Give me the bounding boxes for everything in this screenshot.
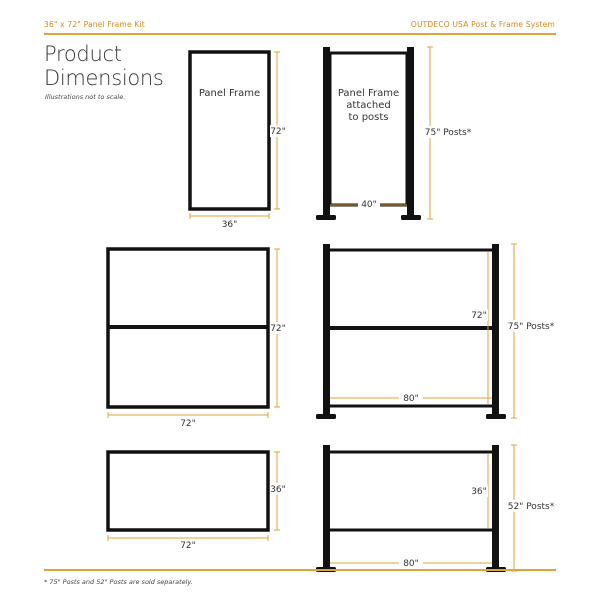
dimension-72-horizontal-3 bbox=[108, 535, 268, 551]
panel-frame-72x36 bbox=[190, 52, 269, 209]
dim-72-label: 72" bbox=[270, 127, 286, 137]
attached-label-line-3: to posts bbox=[348, 112, 389, 123]
dim-36-label: 36" bbox=[270, 485, 286, 495]
dimension-72-vertical-1 bbox=[270, 52, 287, 209]
dimension-36-horizontal-1 bbox=[190, 213, 269, 230]
panel-on-posts-75 bbox=[316, 47, 421, 220]
attached-label-line-1: Panel Frame bbox=[337, 88, 400, 99]
dimension-80-horizontal-1 bbox=[330, 392, 492, 404]
dim-72-label: 72" bbox=[471, 311, 487, 321]
dimension-75-posts-1 bbox=[424, 47, 478, 219]
dim-72-label: 72" bbox=[270, 324, 286, 334]
header-system-name: OUTDECO USA Post & Frame System bbox=[410, 20, 555, 29]
dim-72-label: 72" bbox=[180, 419, 196, 429]
panel-frame-36x72 bbox=[108, 452, 268, 530]
panel-frame-label: Panel Frame bbox=[198, 88, 261, 99]
dim-40-label: 40" bbox=[361, 200, 377, 210]
dim-80-label: 80" bbox=[403, 394, 419, 404]
panel-on-posts-52 bbox=[316, 445, 506, 572]
double-panel-frame-72x72 bbox=[108, 249, 268, 407]
dim-36-label: 36" bbox=[221, 220, 238, 230]
attached-label-line-2: attached bbox=[346, 100, 391, 111]
dimension-72-horizontal-2 bbox=[108, 412, 268, 429]
page-title-line-2: Dimensions bbox=[44, 66, 164, 90]
dimension-72-vertical-2 bbox=[270, 249, 287, 407]
dim-80-label: 80" bbox=[403, 559, 419, 569]
dimension-75-posts-2 bbox=[507, 244, 557, 418]
dimension-80-horizontal-2 bbox=[330, 557, 492, 569]
posts-52-label: 52" Posts* bbox=[507, 502, 555, 512]
header-kit-title: 36" x 72" Panel Frame Kit bbox=[44, 20, 145, 29]
dimension-36-vertical-3 bbox=[270, 452, 287, 530]
dimension-52-posts bbox=[507, 445, 557, 571]
dim-36-label: 36" bbox=[471, 487, 487, 497]
dimension-36-inner-vertical bbox=[470, 454, 488, 528]
footnote: * 75" Posts and 52" Posts are sold separately. bbox=[44, 578, 193, 586]
page-title-line-1: Product bbox=[44, 42, 122, 66]
dim-72-label: 72" bbox=[180, 541, 196, 551]
footer-divider bbox=[44, 569, 556, 571]
posts-75-label: 75" Posts* bbox=[424, 128, 472, 138]
scale-note: Illustrations not to scale. bbox=[45, 93, 126, 101]
posts-75-label: 75" Posts* bbox=[507, 322, 555, 332]
